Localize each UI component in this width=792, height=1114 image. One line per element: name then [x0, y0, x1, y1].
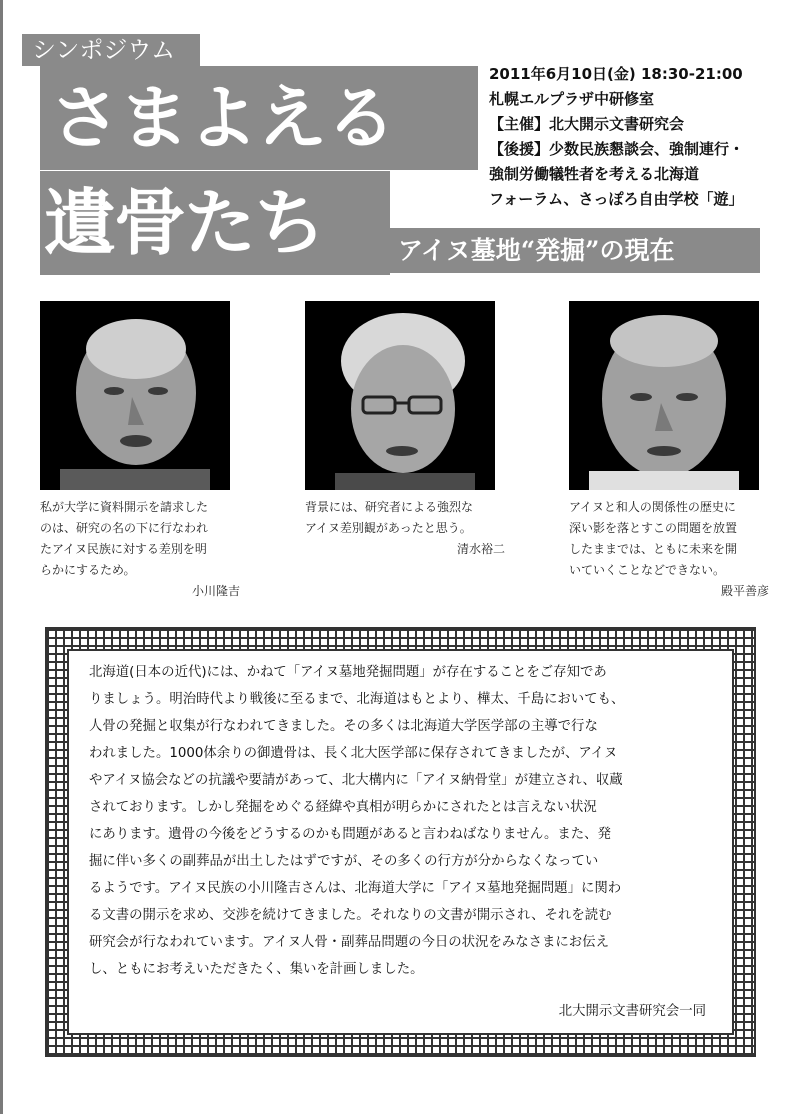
statement-line: 研究会が行なわれています。アイヌ人骨・副葬品問題の今日の状況をみなさまにお伝え — [89, 935, 609, 950]
quote-line: らかにするため。 — [40, 563, 136, 577]
speaker-quote-2 — [305, 497, 505, 560]
quote-line: アイヌと和人の関係性の歴史に — [569, 500, 736, 514]
statement-line: る文書の開示を求め、交渉を続けてきました。それなりの文書が開示され、それを読む — [89, 908, 612, 923]
statement-line: 人骨の発掘と収集が行なわれてきました。その多くは北海道大学医学部の主導で行な — [89, 719, 598, 734]
statement-line: し、ともにお考えいただきたく、集いを計画しました。 — [89, 962, 424, 977]
statement-line: されております。しかし発掘をめぐる経緯や真相が明らかにされたとは言えない状況 — [89, 800, 597, 815]
portrait-photo-icon — [40, 301, 230, 490]
subtitle: アイヌ墓地“発掘”の現在 — [388, 228, 760, 273]
quote-line: アイヌ差別観があったと思う。 — [305, 521, 472, 535]
statement-body — [89, 659, 714, 983]
speaker-photo-2 — [305, 301, 495, 490]
statement-line: りましょう。明治時代より戦後に至るまで、北海道はもとより、樺太、千島においても、 — [89, 692, 625, 707]
main-title-line-2: 遺骨たち — [40, 171, 390, 275]
event-supporters-line: フォーラム、さっぽろ自由学校「遊」 — [489, 190, 744, 208]
statement-line: やアイヌ協会などの抗議や要請があって、北大構内に「アイヌ納骨堂」が建立され、収蔵 — [89, 773, 623, 788]
speaker-name: 殿平善彦 — [720, 584, 769, 598]
speaker-quote-3 — [569, 497, 769, 602]
event-datetime: 2011年6月10日(金) 18:30-21:00 — [489, 65, 743, 83]
statement-line: われました。1000体余りの御遺骨は、長く北大医学部に保存されてきましたが、アイヌ — [89, 746, 618, 761]
quote-line: 深い影を落とすこの問題を放置 — [569, 521, 738, 535]
speaker-quote-1 — [40, 497, 240, 602]
event-info — [489, 62, 789, 212]
quote-line: のは、研究の名の下に行なわれ — [40, 521, 209, 535]
speaker-photo-1 — [40, 301, 230, 490]
statement-line: 掘に伴い多くの副葬品が出土したはずですが、その多くの行方が分からなくなってい — [89, 854, 599, 869]
speaker-photo-3 — [569, 301, 759, 490]
portrait-photo-icon — [569, 301, 759, 490]
statement-line: 北海道(日本の近代)には、かねて「アイヌ墓地発掘問題」が存在することをご存知であ — [89, 665, 607, 680]
quote-line: したままでは、ともに未来を開 — [569, 542, 738, 556]
speaker-name: 小川隆吉 — [191, 584, 240, 598]
quote-line: 背景には、研究者による強烈な — [305, 500, 474, 514]
portrait-photo-icon — [305, 301, 495, 490]
event-organizer: 【主催】北大開示文書研究会 — [489, 115, 685, 133]
event-venue: 札幌エルプラザ中研修室 — [489, 90, 655, 108]
quote-line: たアイヌ民族に対する差別を明 — [40, 542, 207, 556]
main-title-line-1: さまよえる — [40, 66, 478, 170]
statement-signature: 北大開示文書研究会一同 — [558, 1004, 706, 1019]
event-supporters-line: 【後援】少数民族懇談会、強制連行・ — [489, 140, 745, 158]
quote-line: いていくことなどできない。 — [569, 563, 726, 577]
symposium-tag: シンポジウム — [22, 34, 200, 66]
page-edge — [0, 0, 3, 1114]
speaker-name: 清水裕二 — [456, 542, 505, 556]
quote-line: 私が大学に資料開示を請求した — [40, 500, 209, 514]
statement-line: にあります。遺骨の今後をどうするのかも問題があると言わねばなりません。また、発 — [89, 827, 611, 842]
statement-line: るようです。アイヌ民族の小川隆吉さんは、北海道大学に「アイヌ墓地発掘問題」に関わ — [89, 881, 622, 896]
event-supporters-line: 強制労働犠牲者を考える北海道 — [489, 165, 700, 183]
